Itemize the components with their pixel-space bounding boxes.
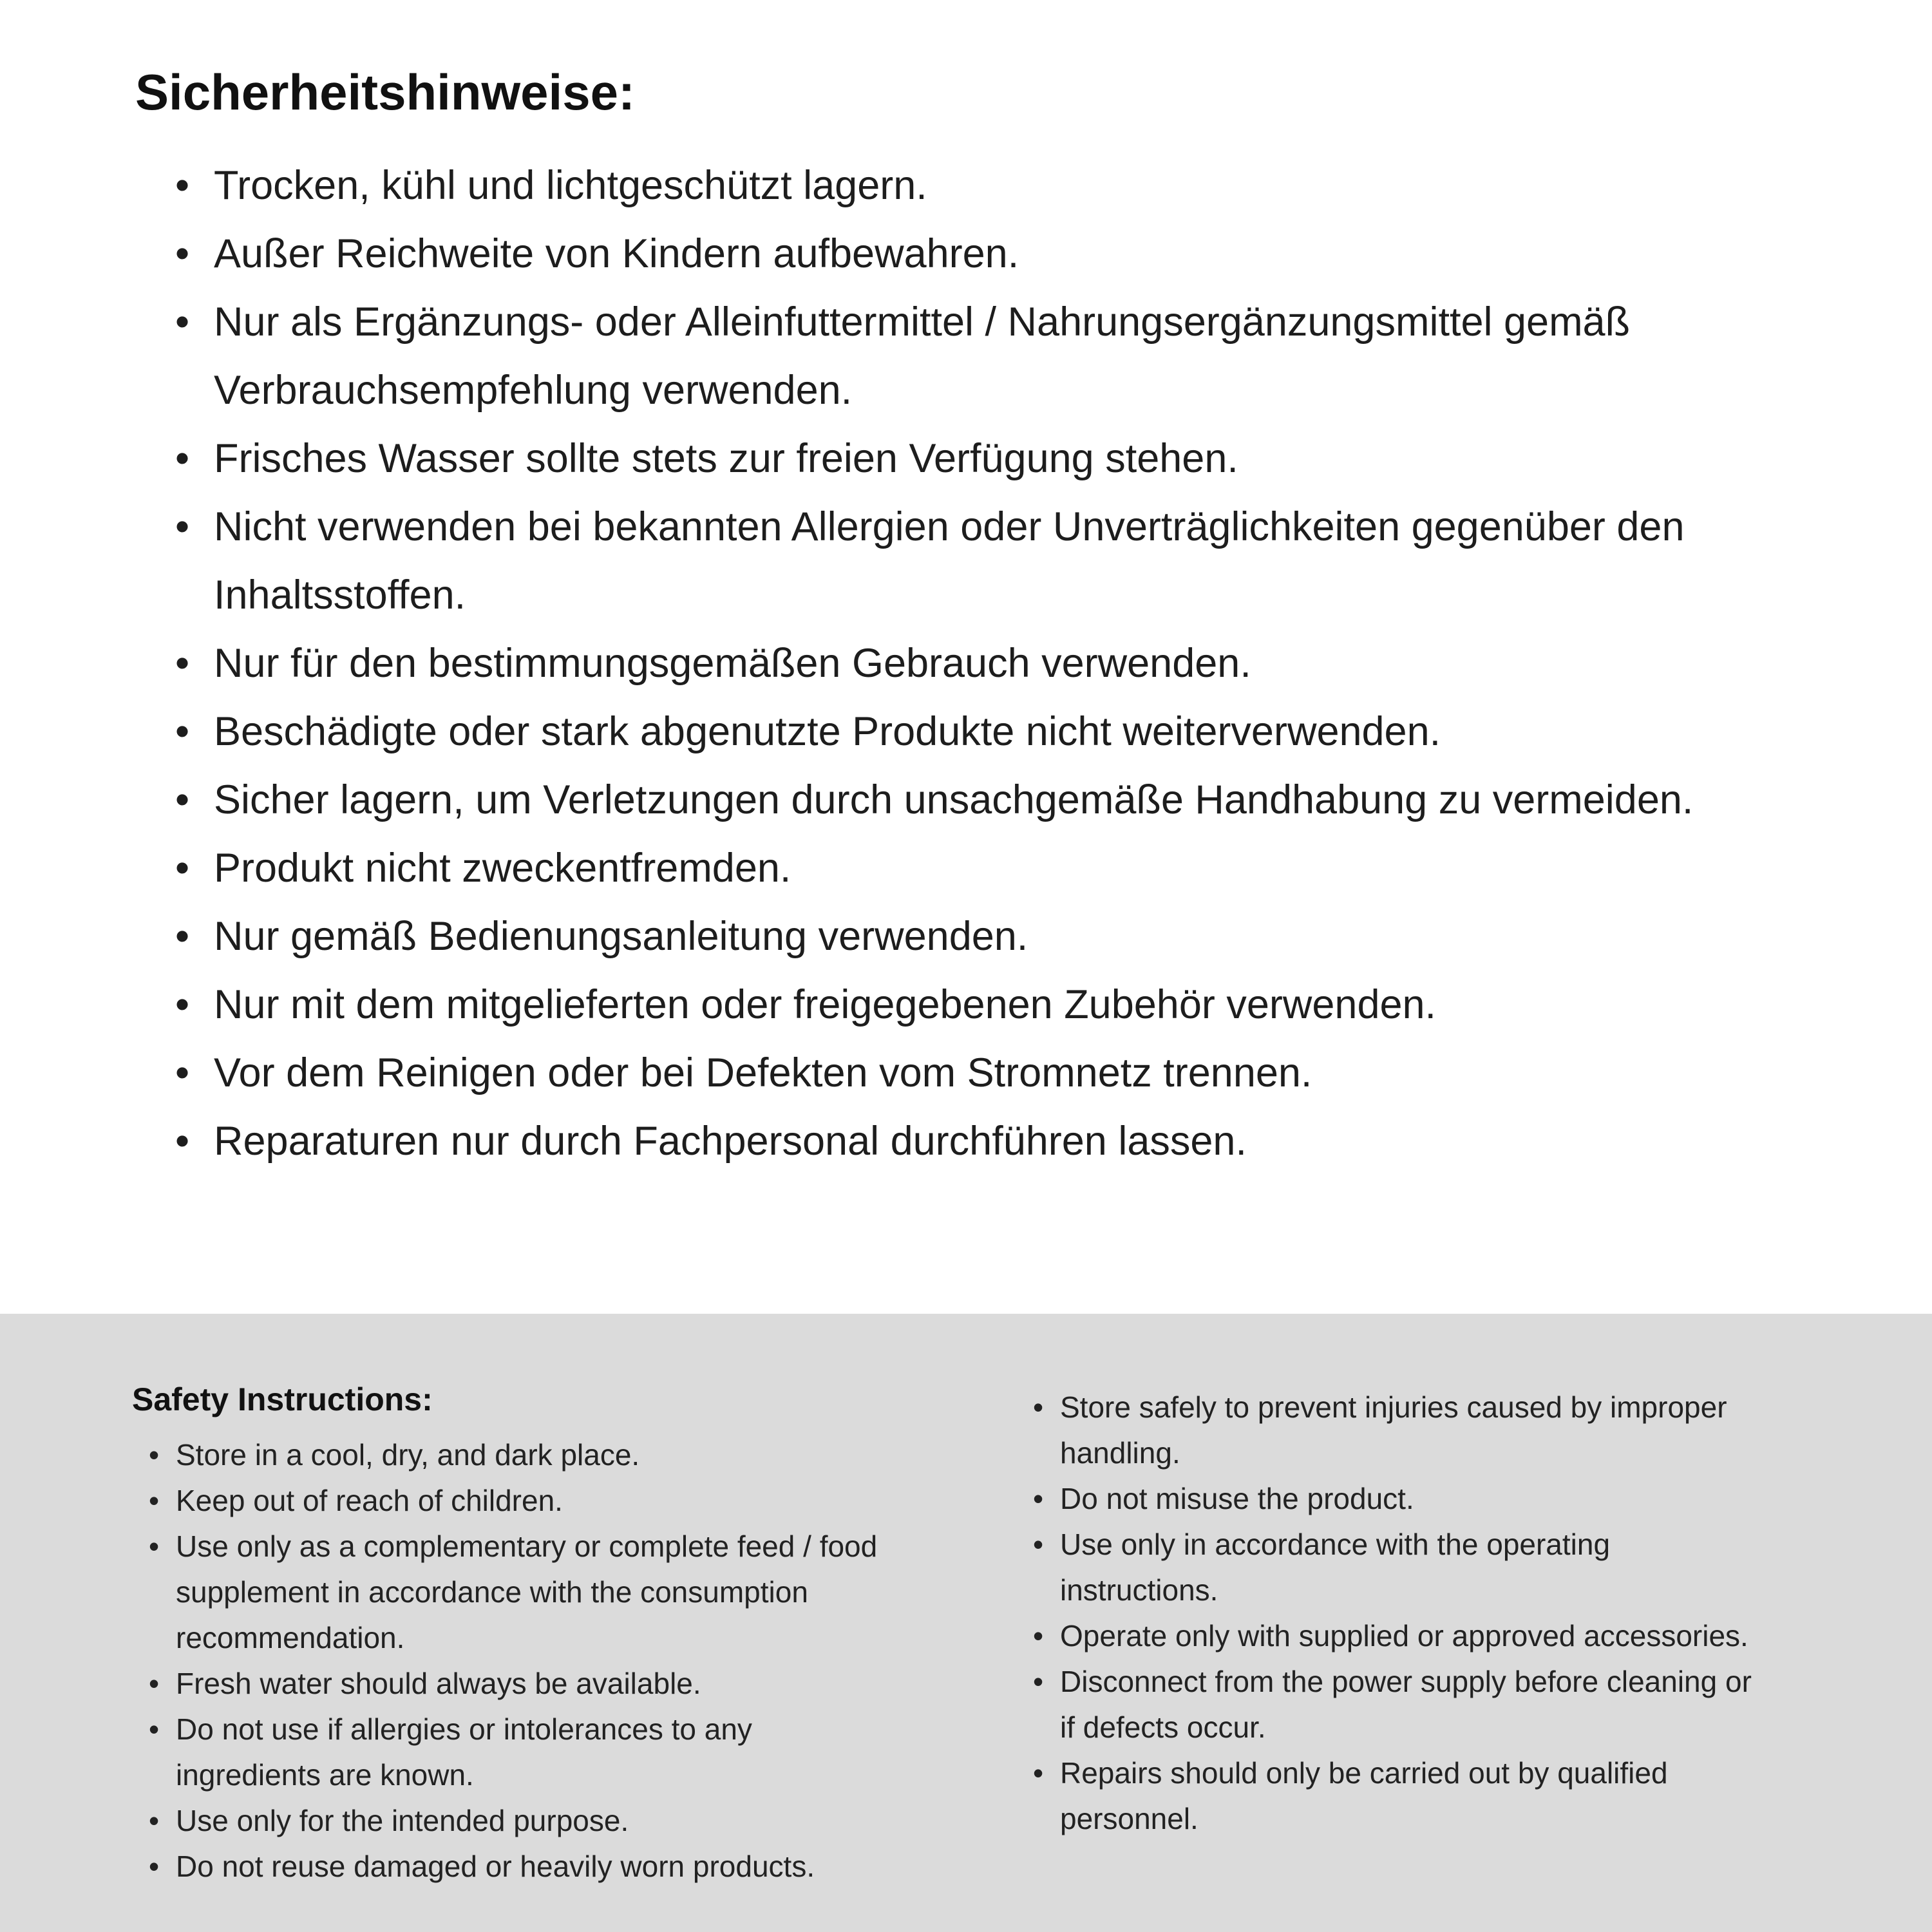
list-item: • Außer Reichweite von Kindern aufbewahren. <box>171 220 1736 288</box>
list-item: • Vor dem Reinigen oder bei Defekten vom Stromnetz trennen. <box>171 1039 1736 1107</box>
german-section-title: Sicherheitshinweise: <box>135 64 635 120</box>
english-safety-list-right <box>1030 1385 1762 1842</box>
list-item: • Nur für den bestimmungsgemäßen Gebrauch verwenden. <box>171 629 1736 697</box>
list-item: • Keep out of reach of children. <box>146 1478 897 1524</box>
list-item: • Use only in accordance with the operating instructions. <box>1030 1522 1762 1613</box>
english-right-column <box>1030 1385 1803 1842</box>
list-item: • Disconnect from the power supply before cleaning or if defects occur. <box>1030 1659 1762 1750</box>
list-item: • Do not reuse damaged or heavily worn products. <box>146 1844 897 1889</box>
list-item: • Nur als Ergänzungs- oder Alleinfuttermittel / Nahrungsergänzungsmittel gemäß Verbrauchsempfehlung verwenden. <box>171 288 1736 424</box>
list-item: • Do not use if allergies or intolerances to any ingredients are known. <box>146 1707 897 1798</box>
list-item: • Sicher lagern, um Verletzungen durch unsachgemäße Handhabung zu vermeiden. <box>171 766 1736 834</box>
list-item: • Beschädigte oder stark abgenutzte Produkte nicht weiterverwenden. <box>171 697 1736 766</box>
list-item: • Repairs should only be carried out by qualified personnel. <box>1030 1750 1762 1842</box>
english-section-title: Safety Instructions: <box>132 1381 433 1417</box>
list-item: • Store safely to prevent injuries caused by improper handling. <box>1030 1385 1762 1476</box>
list-item: • Use only as a complementary or complete feed / food supplement in accordance with the consumption recommendation. <box>146 1524 897 1661</box>
list-item: • Frisches Wasser sollte stets zur freien Verfügung stehen. <box>171 424 1736 493</box>
list-item: • Do not misuse the product. <box>1030 1476 1762 1522</box>
list-item: • Operate only with supplied or approved accessories. <box>1030 1613 1762 1659</box>
english-safety-section <box>0 1314 1932 1932</box>
list-item: • Nur gemäß Bedienungsanleitung verwenden. <box>171 902 1736 971</box>
list-item: • Trocken, kühl und lichtgeschützt lagern. <box>171 151 1736 220</box>
english-safety-list-left <box>146 1432 897 1889</box>
english-left-column <box>132 1381 905 1889</box>
list-item: • Nur mit dem mitgelieferten oder freigegebenen Zubehör verwenden. <box>171 971 1736 1039</box>
list-item: • Produkt nicht zweckentfremden. <box>171 834 1736 902</box>
list-item: • Store in a cool, dry, and dark place. <box>146 1432 897 1478</box>
list-item: • Nicht verwenden bei bekannten Allergien oder Unverträglichkeiten gegenüber den Inhaltsstoffen. <box>171 493 1736 629</box>
list-item: • Fresh water should always be available. <box>146 1661 897 1707</box>
german-safety-list <box>171 151 1736 1175</box>
list-item: • Reparaturen nur durch Fachpersonal durchführen lassen. <box>171 1107 1736 1175</box>
list-item: • Use only for the intended purpose. <box>146 1798 897 1844</box>
